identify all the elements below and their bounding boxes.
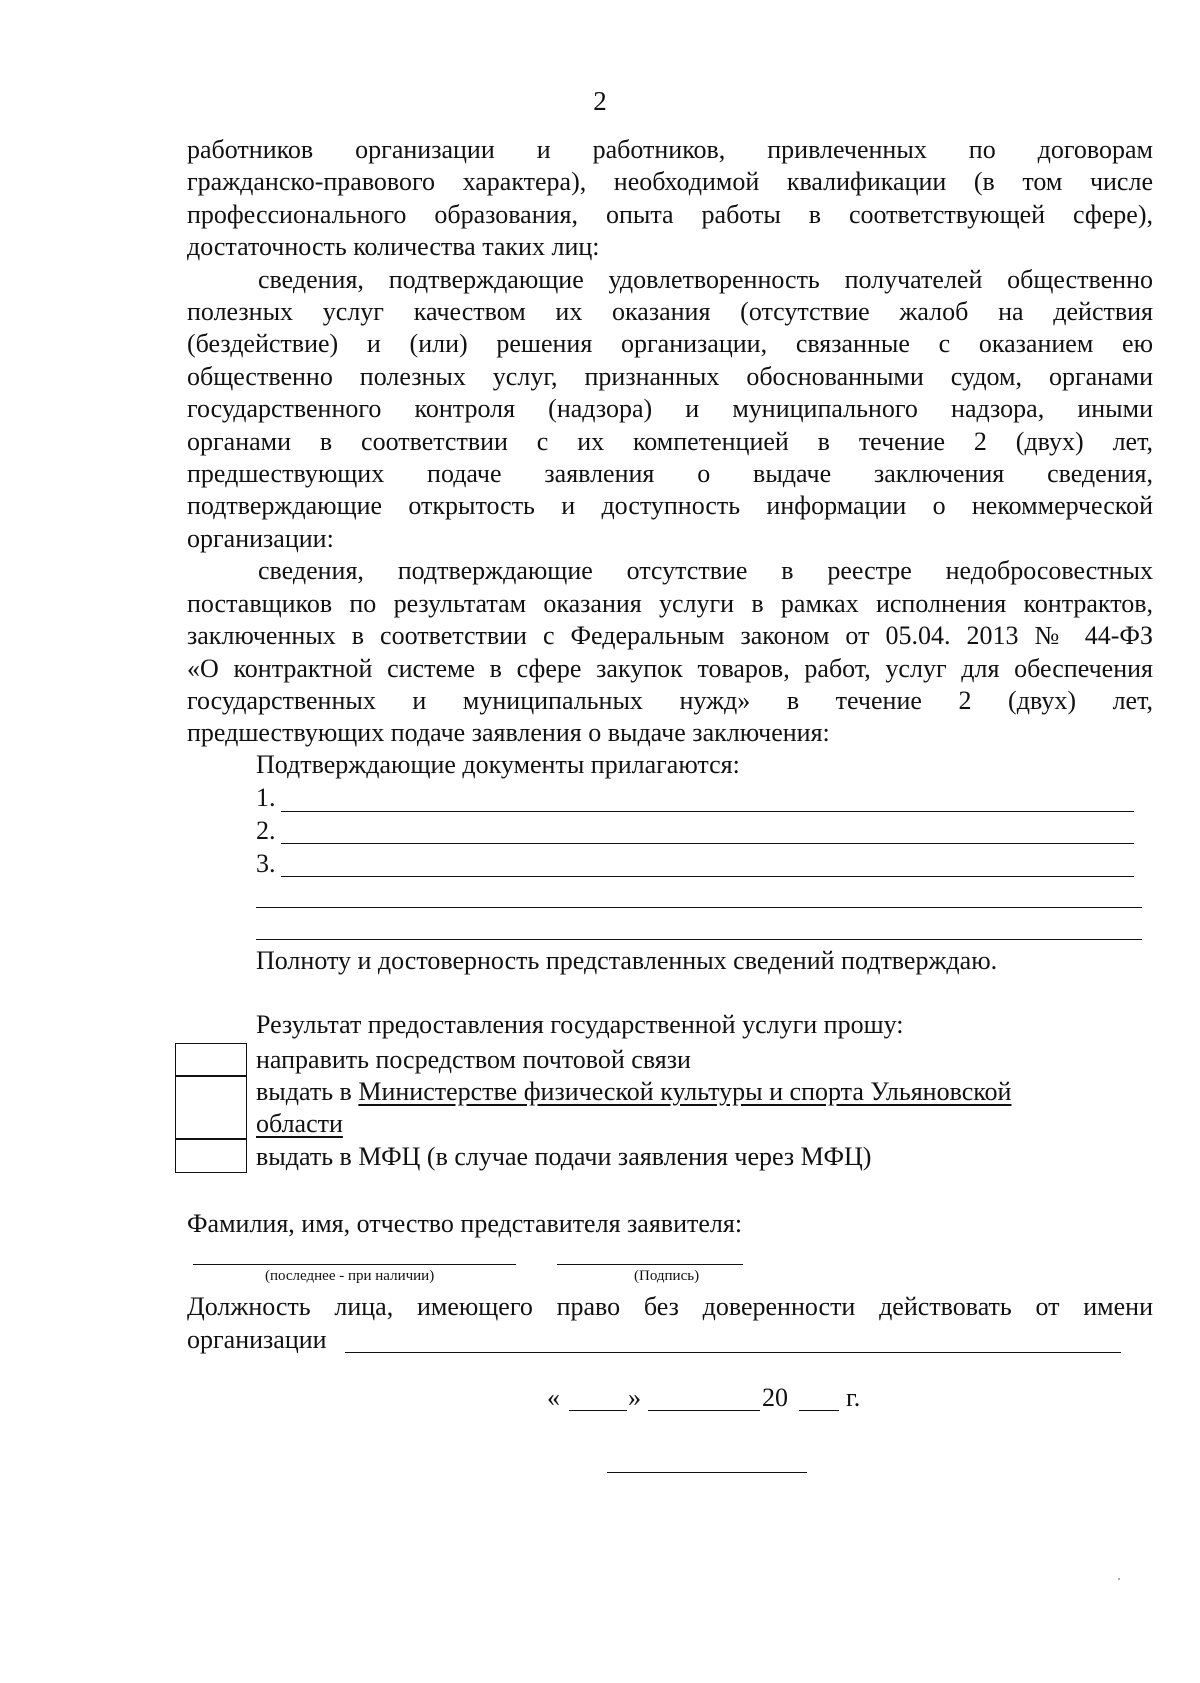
text-line: подтверждающие открытость и доступность информации о некоммерческой: [187, 491, 1153, 521]
document-line-5[interactable]: [256, 939, 1142, 940]
position-block: [187, 1291, 1153, 1323]
representative-label: Фамилия, имя, отчество представителя заявителя:: [187, 1209, 743, 1238]
result-heading: Результат предоставления государственной услуги прошу:: [256, 1010, 904, 1039]
body-text: [187, 134, 1153, 750]
text-line: сведения, подтверждающие отсутствие в реестре недобросовестных: [258, 556, 1153, 586]
paragraph-registry: [187, 555, 1153, 749]
text-line: гражданско-правового характера), необходимой квалификации (в том числе: [187, 167, 1153, 197]
document-line-3[interactable]: [281, 876, 1134, 877]
representative-name-line[interactable]: [193, 1264, 516, 1265]
text-line: поставщиков по результатам оказания услуги в рамках исполнения контрактов,: [187, 588, 1153, 618]
date-year-suffix: г.: [846, 1383, 861, 1412]
checkbox-mail[interactable]: [175, 1043, 247, 1076]
checkbox-mfc[interactable]: [175, 1139, 247, 1173]
text-line: предшествующих подаче заявления о выдаче заключения:: [187, 718, 830, 748]
option-mfc-label: выдать в МФЦ (в случае подачи заявления через МФЦ): [256, 1142, 872, 1171]
date-year-prefix: 20: [762, 1383, 788, 1412]
documents-heading: Подтверждающие документы прилагаются:: [256, 750, 740, 779]
position-org-label: организации: [187, 1325, 327, 1354]
document-item-number: 2.: [256, 816, 276, 845]
text-line: заключенных в соответствии с Федеральным законом от 05.04. 2013 № 44-ФЗ: [187, 621, 1153, 651]
representative-name-caption: (последнее - при наличии): [265, 1268, 435, 1284]
text-line: государственного контроля (надзора) и муниципального надзора, иными: [187, 394, 1153, 424]
date-open-quote: «: [547, 1383, 560, 1412]
scan-speck: [1118, 1578, 1120, 1580]
text-line: организации:: [187, 523, 334, 553]
date-day-field[interactable]: [569, 1410, 627, 1411]
page-number: 2: [593, 86, 607, 116]
text-line: достаточность количества таких лиц:: [187, 232, 600, 262]
ministry-name: Министерстве физической культуры и спорта Ульяновской: [358, 1077, 1012, 1106]
signature-line[interactable]: [607, 1472, 807, 1473]
ministry-name-continuation: области: [256, 1109, 343, 1138]
text-line: сведения, подтверждающие удовлетворенность получателей общественно: [258, 264, 1153, 294]
text-line: работников организации и работников, привлеченных по договорам: [187, 135, 1153, 164]
paragraph-satisfaction: [187, 264, 1153, 556]
text-line: (бездействие) и (или) решения организации, связанные с оказанием ею: [187, 329, 1153, 359]
paragraph-qualification: [187, 134, 1153, 264]
document-line-4[interactable]: [256, 907, 1142, 908]
position-line: Должность лица, имеющего право без доверенности действовать от имени: [187, 1292, 1153, 1321]
document-line-2[interactable]: [281, 843, 1134, 844]
date-year-field[interactable]: [799, 1410, 839, 1411]
checkbox-ministry[interactable]: [175, 1076, 247, 1139]
text-line: общественно полезных услуг, признанных обоснованными судом, органами: [187, 361, 1153, 391]
text-line: «О контрактной системе в сфере закупок товаров, работ, услуг для обеспечения: [187, 653, 1153, 683]
text-line: профессионального образования, опыта работы в соответствующей сфере),: [187, 199, 1153, 229]
date-close-quote: »: [628, 1383, 641, 1412]
representative-signature-line[interactable]: [557, 1264, 743, 1265]
option-mail-label: направить посредством почтовой связи: [256, 1045, 691, 1074]
signature-caption: (Подпись): [634, 1268, 700, 1284]
option-ministry-label: [256, 1077, 1011, 1107]
text-line: государственных и муниципальных нужд» в течение 2 (двух) лет,: [187, 685, 1153, 715]
confirmation-statement: Полноту и достоверность представленных сведений подтверждаю.: [256, 946, 998, 975]
text-line: органами в соответствии с их компетенцией в течение 2 (двух) лет,: [187, 426, 1153, 456]
document-item-number: 1.: [256, 783, 276, 812]
document-line-1[interactable]: [281, 811, 1134, 812]
text-line: предшествующих подаче заявления о выдаче заключения сведения,: [187, 459, 1153, 489]
date-month-field[interactable]: [648, 1410, 760, 1411]
text-line: полезных услуг качеством их оказания (отсутствие жалоб на действия: [187, 297, 1153, 327]
document-item-number: 3.: [256, 849, 276, 878]
position-line-field[interactable]: [345, 1352, 1121, 1353]
option-ministry-prefix: выдать в: [256, 1077, 359, 1106]
